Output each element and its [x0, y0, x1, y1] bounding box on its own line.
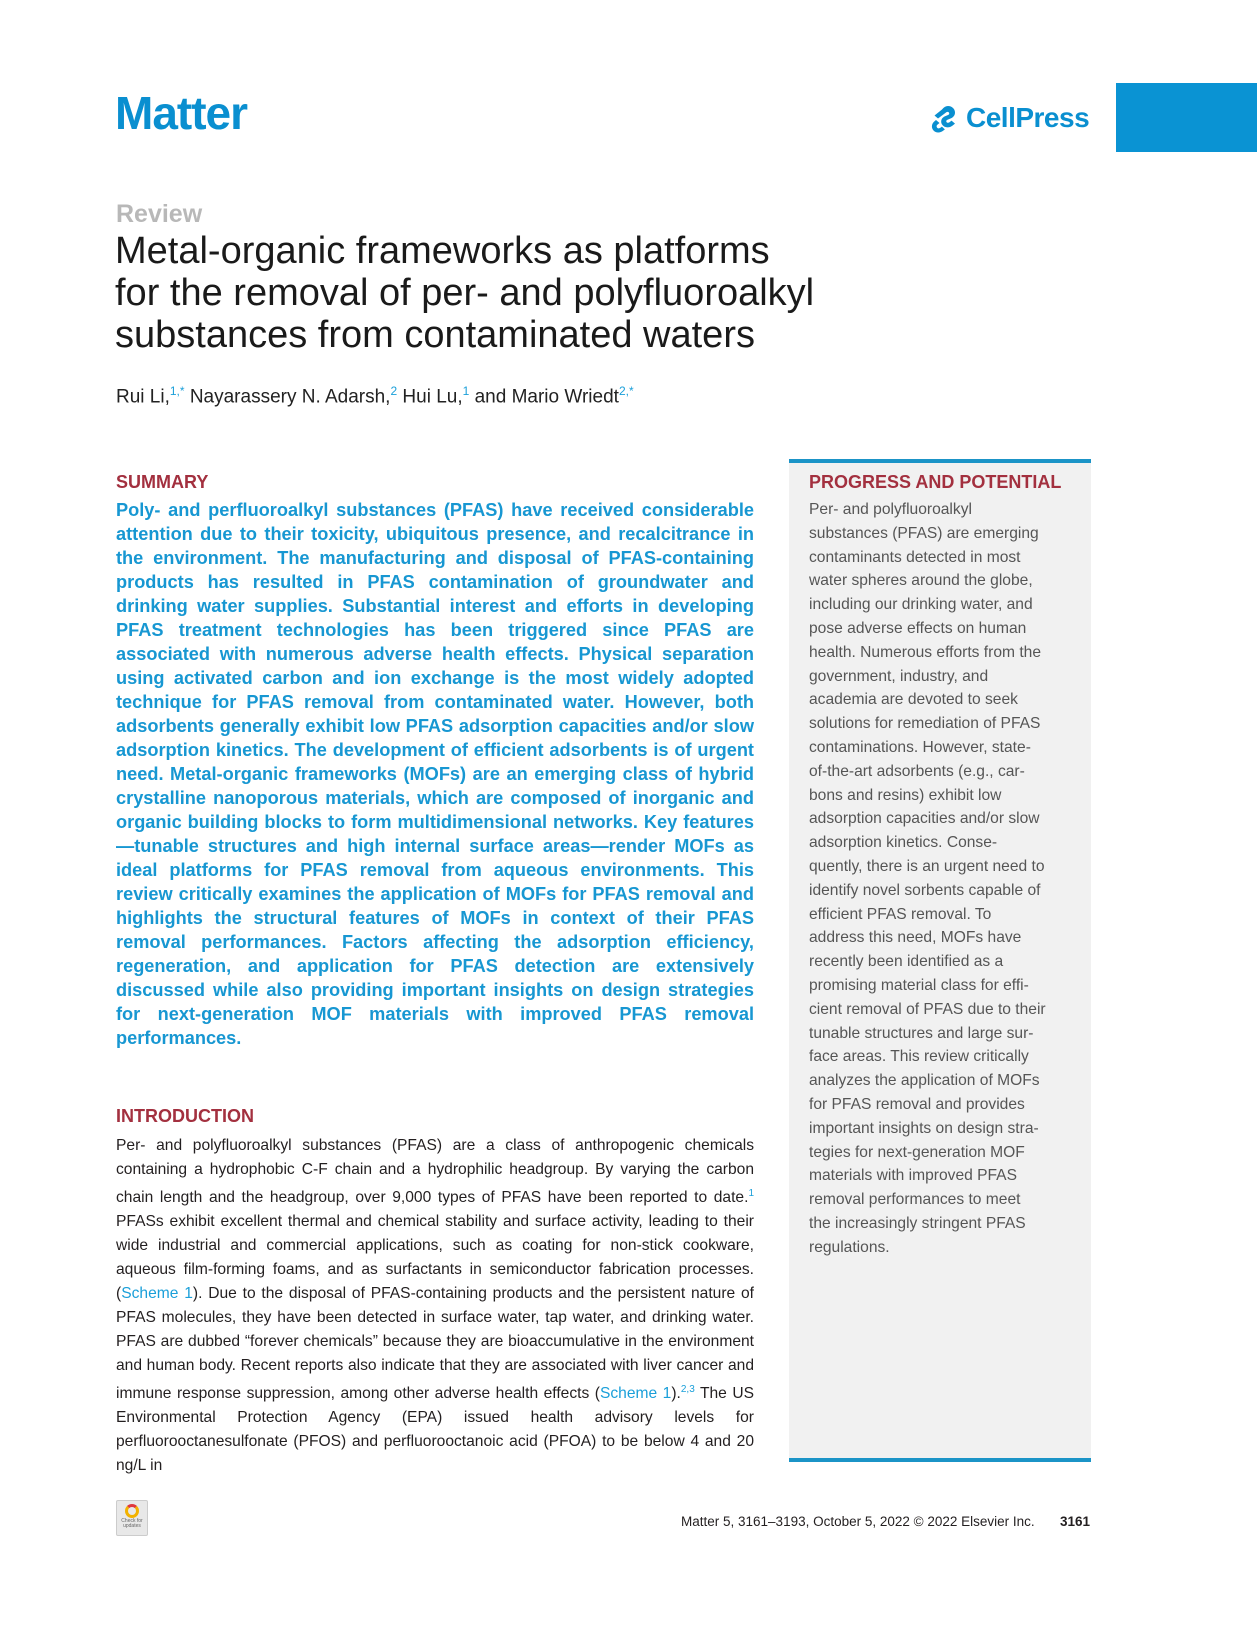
- scheme-link[interactable]: Scheme 1: [121, 1285, 193, 1303]
- affiliation-ref[interactable]: 2,*: [618, 384, 634, 398]
- sidebar-line: materials with improved PFAS: [809, 1167, 1017, 1185]
- sidebar-line: pose adverse effects on human: [809, 619, 1027, 637]
- sidebar-line: substances (PFAS) are emerging: [809, 524, 1039, 542]
- progress-potential-text: [809, 498, 1079, 1260]
- sidebar-line: water spheres around the globe,: [809, 572, 1033, 590]
- intro-text-run: ). Due to the disposal of PFAS-containing products and the persistent nature of PFAS molecules, they have been detected in surface water, tap water, and drinking water. PFAS are dubbed “forever chemicals” because they are bioaccumulative in the environment and human body. Recent reports also indicate that they are associated with liver cancer and immune response suppression, among other adverse health effects (: [116, 1285, 754, 1403]
- sidebar-line: tegies for next-generation MOF: [809, 1143, 1025, 1161]
- reference-link[interactable]: 1: [748, 1188, 754, 1199]
- title-line: Metal-organic frameworks as platforms: [115, 230, 770, 272]
- sidebar-line: important insights on design stra-: [809, 1119, 1039, 1137]
- sidebar-line: of-the-art adsorbents (e.g., car-: [809, 762, 1025, 780]
- introduction-heading: INTRODUCTION: [116, 1106, 254, 1126]
- sidebar-line: for PFAS removal and provides: [809, 1095, 1025, 1113]
- article-type-label: Review: [116, 200, 203, 228]
- intro-text-run: The US Environmental Protection Agency (EPA) issued health advisory levels for perfluorooctanesulfonate (PFOS) and perfluorooctanoic acid (PFOA) to be below 4 and 20 ng/L in: [116, 1385, 755, 1475]
- sidebar-line: adsorption kinetics. Conse-: [809, 834, 998, 852]
- author-list: [116, 384, 634, 408]
- sidebar-line: bons and resins) exhibit low: [809, 786, 1002, 804]
- title-line: substances from contaminated waters: [115, 314, 755, 356]
- intro-text-run: ).: [671, 1385, 681, 1403]
- publisher-name: CellPress: [966, 102, 1090, 133]
- sidebar-line: address this need, MOFs have: [809, 929, 1022, 947]
- summary-text: Poly- and perfluoroalkyl substances (PFAS) have received considerable attention due to their toxicity, ubiquitous presence, and recalcitrance in the environment. The manufacturing and disposal of PFAS-containing products has resulted in PFAS contamination of groundwater and drinking water supplies. Substantial interest and efforts in developing PFAS treatment technologies has been triggered since PFAS are associated with numerous adverse health effects. Physical separation using activated carbon and ion exchange is the most widely adopted technique for PFAS removal from contaminated water. However, both adsorbents generally exhibit low PFAS adsorption capacities and/or slow adsorption kinetics. The development of efficient adsorbents is of urgent need. Metal-organic frameworks (MOFs) are an emerging class of hybrid crystalline nanoporous materials, which are composed of inorganic and organic building blocks to form multidimensional networks. Key features—tunable structures and high internal surface areas—render MOFs as ideal platforms for PFAS removal from aqueous environments. This review critically examines the application of MOFs for PFAS removal and highlights the structural features of MOFs in context of their PFAS removal performances. Factors affecting the adsorption efficiency, regeneration, and application for PFAS detection are extensively discussed while also providing important insights on design strategies for next-generation MOF materials with improved PFAS removal performances.: [116, 500, 754, 1048]
- sidebar-line: health. Numerous efforts from the: [809, 643, 1041, 661]
- affiliation-ref[interactable]: 2: [390, 384, 398, 398]
- check-updates-icon: [125, 1504, 139, 1518]
- sidebar-line: face areas. This review critically: [809, 1048, 1029, 1066]
- sidebar-line: contaminants detected in most: [809, 548, 1021, 566]
- publisher-logo: [928, 102, 1089, 134]
- summary-heading: SUMMARY: [116, 472, 209, 492]
- sidebar-line: adsorption capacities and/or slow: [809, 810, 1040, 828]
- sidebar-line: the increasingly stringent PFAS: [809, 1214, 1026, 1232]
- sidebar-line: analyzes the application of MOFs: [809, 1072, 1040, 1090]
- sidebar-line: quently, there is an urgent need to: [809, 857, 1045, 875]
- author-name[interactable]: and Mario Wriedt: [469, 386, 619, 408]
- sidebar-line: efficient PFAS removal. To: [809, 905, 992, 923]
- sidebar-line: removal performances to meet: [809, 1191, 1021, 1209]
- sidebar-line: contaminations. However, state-: [809, 738, 1031, 756]
- intro-text-run: Per- and polyfluoroalkyl substances (PFAS) are a class of anthropogenic chemicals containing a hydrophobic C-F chain and a hydrophilic headgroup. By varying the carbon chain length and the headgroup, over 9,000 types of PFAS have been reported to date.: [116, 1137, 754, 1207]
- introduction-text: [116, 1134, 754, 1478]
- check-updates-label: Check for updates: [121, 1518, 143, 1529]
- citation-footer: Matter 5, 3161–3193, October 5, 2022 © 2022 Elsevier Inc.: [681, 1514, 1035, 1529]
- affiliation-ref[interactable]: 1: [462, 384, 470, 398]
- sidebar-line: promising material class for effi-: [809, 976, 1029, 994]
- sidebar-line: tunable structures and large sur-: [809, 1024, 1034, 1042]
- journal-logo: Matter: [115, 87, 248, 139]
- sidebar-line: recently been identified as a: [809, 953, 1004, 971]
- page-number: 3161: [1060, 1514, 1091, 1529]
- author-name[interactable]: Rui Li,: [116, 386, 170, 408]
- sidebar-line: regulations.: [809, 1238, 890, 1256]
- journal-color-tab: [1116, 83, 1257, 152]
- progress-potential-heading: PROGRESS AND POTENTIAL: [809, 472, 1062, 492]
- title-line: for the removal of per- and polyfluoroalkyl: [115, 272, 815, 314]
- scheme-link[interactable]: Scheme 1: [599, 1385, 672, 1403]
- article-title: [115, 230, 915, 356]
- cellpress-logo-icon: [928, 102, 960, 134]
- sidebar-line: solutions for remediation of PFAS: [809, 715, 1041, 733]
- sidebar-line: government, industry, and: [809, 667, 989, 685]
- check-for-updates-button[interactable]: [116, 1500, 148, 1536]
- intro-text-run: PFASs exhibit excellent thermal and chemical stability and surface activity, leading to their wide industrial and commercial applications, such as coating for non-stick cookware, aqueous film-forming foams, and as surfactants in semiconductor fabrication processes. (: [116, 1213, 754, 1303]
- sidebar-line: identify novel sorbents capable of: [809, 881, 1041, 899]
- author-name[interactable]: Nayarassery N. Adarsh,: [184, 386, 391, 408]
- sidebar-line: Per- and polyfluoroalkyl: [809, 501, 972, 518]
- sidebar-line: including our drinking water, and: [809, 596, 1033, 614]
- affiliation-ref[interactable]: 1,*: [169, 384, 185, 398]
- sidebar-line: academia are devoted to seek: [809, 691, 1018, 709]
- reference-link[interactable]: 2,3: [680, 1384, 695, 1396]
- sidebar-line: cient removal of PFAS due to their: [809, 1000, 1046, 1018]
- author-name[interactable]: Hui Lu,: [397, 386, 463, 408]
